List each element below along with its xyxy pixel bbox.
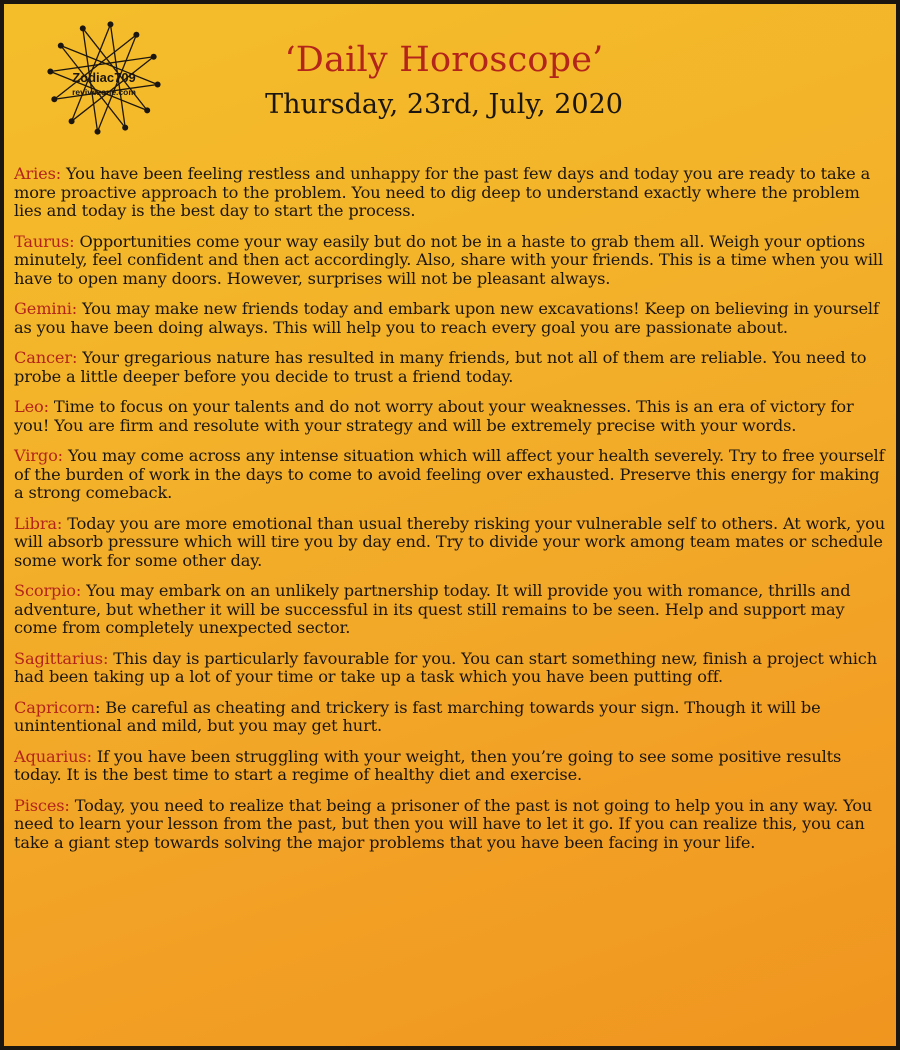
sign-text: Time to focus on your talents and do not worry about your weaknesses. This is an era of victory for you! You are firm and resolute with your strategy and will be extremely precise with your words.: [14, 397, 854, 435]
horoscope-entry-scorpio: [14, 582, 890, 638]
sign-label: Aquarius:: [14, 746, 92, 766]
logo-star-dot: [133, 32, 139, 38]
logo-star-dot: [95, 129, 101, 135]
sign-label: Scorpio:: [14, 581, 82, 600]
sign-text: : Be careful as cheating and trickery is fast marching towards your sign. Though it will be unintentional and mild, but you may get hurt.: [14, 697, 821, 735]
horoscope-entry-taurus: [14, 233, 890, 289]
logo-star-dot: [122, 125, 128, 131]
horoscope-entry-aries: [14, 165, 890, 221]
sign-label: Aries:: [14, 164, 62, 183]
sign-label: Cancer:: [14, 348, 78, 367]
horoscope-entry-capricorn: [14, 699, 890, 736]
sign-label: Sagittarius:: [14, 648, 109, 668]
logo-star-dot: [51, 96, 57, 102]
horoscope-entry-pisces: [14, 797, 890, 853]
horoscope-entry-libra: [14, 515, 890, 571]
logo-name: Zodiac709: [72, 70, 136, 85]
sign-label: Leo:: [14, 397, 49, 416]
page-title: ‘Daily Horoscope’: [284, 40, 604, 80]
sign-text: Today you are more emotional than usual thereby risking your vulnerable self to others. At work, you will absorb pressure which will tire you by day end. Try to divide your work among team mates or schedule some work for some other day.: [14, 513, 885, 570]
sign-label: Pisces:: [14, 795, 70, 815]
logo-star-dot: [80, 25, 86, 31]
zodiac-logo: [44, 18, 164, 138]
sign-label: Capricorn: [14, 697, 95, 717]
sign-text: Your gregarious nature has resulted in many friends, but not all of them are reliable. You need to probe a little deeper before you decide to trust a friend today.: [14, 348, 867, 386]
horoscope-entry-cancer: [14, 349, 890, 386]
logo-star-dot: [69, 118, 75, 124]
sign-label: Libra:: [14, 513, 63, 533]
sign-text: This day is particularly favourable for you. You can start something new, finish a project which had been taking up a lot of your time or take up a task which you have been putting off.: [14, 648, 877, 686]
page-date: Thursday, 23rd, July, 2020: [265, 89, 623, 120]
horoscope-entry-gemini: [14, 300, 890, 337]
sign-text: You may make new friends today and embark upon new excavations! Keep on believing in yourself as you have been doing always. This will help you to reach every goal you are passionate about.: [14, 299, 879, 337]
logo-star-dot: [107, 21, 113, 27]
logo-star-dot: [144, 107, 150, 113]
sign-text: You have been feeling restless and unhappy for the past few days and today you are ready to take a more proactive approach to the problem. You need to dig deep to understand exactly where the problem lies and today is the best day to start the process.: [14, 164, 871, 220]
sign-text: If you have been struggling with your weight, then you’re going to see some positive results today. It is the best time to start a regime of healthy diet and exercise.: [14, 746, 842, 784]
sign-text: Opportunities come your way easily but do not be in a haste to grab them all. Weigh your options minutely, feel confident and then act accordingly. Also, share with your friends. This is a time when you will have to open many doors. However, surprises will not be pleasant always.: [14, 231, 883, 288]
sign-text: You may embark on an unlikely partnership today. It will provide you with romance, thrills and adventure, but whether it will be successful in its quest still remains to be seen. Help and support may come from completely unexpected sector.: [14, 581, 851, 637]
logo-site: revivezone.com: [72, 87, 136, 97]
horoscope-entry-aquarius: [14, 748, 890, 785]
sign-label: Virgo:: [14, 446, 63, 465]
logo-star-dot: [151, 54, 157, 60]
logo-star-dot: [58, 43, 64, 49]
sign-label: Taurus:: [14, 231, 75, 251]
sign-label: Gemini:: [14, 299, 78, 318]
horoscope-entry-sagittarius: [14, 650, 890, 687]
horoscope-entry-virgo: [14, 447, 890, 503]
horoscope-list: [14, 165, 890, 864]
horoscope-entry-leo: [14, 398, 890, 435]
sign-text: You may come across any intense situation which will affect your health severely. Try to free yourself of the burden of work in the days to come to avoid feeling over exhausted. Preserve this energy for making a strong comeback.: [14, 446, 885, 502]
sign-text: Today, you need to realize that being a prisoner of the past is not going to help you in any way. You need to learn your lesson from the past, but then you will have to let it go. If you can realize this, you can take a giant step towards solving the major problems that you have been facing in your life.: [14, 795, 873, 852]
